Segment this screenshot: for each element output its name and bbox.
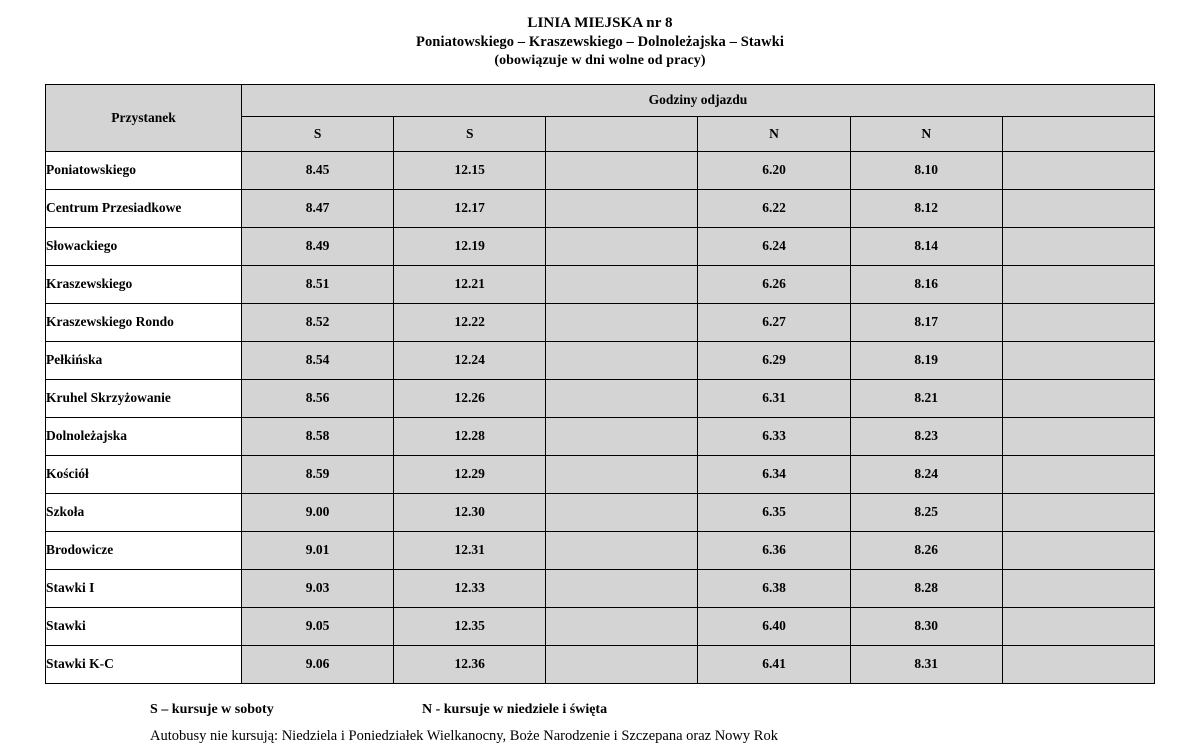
- time-cell: 12.30: [394, 493, 546, 531]
- time-cell: 8.28: [850, 569, 1002, 607]
- time-cell: 9.01: [242, 531, 394, 569]
- time-cell: [546, 531, 698, 569]
- stop-name: Poniatowskiego: [46, 151, 242, 189]
- timetable: [45, 84, 1155, 684]
- time-cell: 6.34: [698, 455, 850, 493]
- time-cell: 6.26: [698, 265, 850, 303]
- time-cell: 6.33: [698, 417, 850, 455]
- time-cell: 8.51: [242, 265, 394, 303]
- time-cell: 12.24: [394, 341, 546, 379]
- stop-name: Pełkińska: [46, 341, 242, 379]
- table-row: [46, 645, 1155, 683]
- stop-name: Stawki: [46, 607, 242, 645]
- time-cell: [1002, 531, 1154, 569]
- service-code-1: S: [242, 117, 394, 152]
- table-row: [46, 189, 1155, 227]
- table-body: [46, 151, 1155, 683]
- time-cell: [546, 341, 698, 379]
- table-row: [46, 607, 1155, 645]
- time-cell: [1002, 265, 1154, 303]
- time-cell: 12.36: [394, 645, 546, 683]
- time-cell: 6.24: [698, 227, 850, 265]
- time-cell: [1002, 227, 1154, 265]
- time-cell: 8.14: [850, 227, 1002, 265]
- no-service-note: Autobusy nie kursują: Niedziela i Poniedziałek Wielkanocny, Boże Narodzenie i Szczepana oraz Nowy Rok: [150, 727, 778, 744]
- time-cell: [546, 569, 698, 607]
- time-cell: 8.26: [850, 531, 1002, 569]
- time-cell: [1002, 493, 1154, 531]
- time-cell: [546, 455, 698, 493]
- time-cell: 8.25: [850, 493, 1002, 531]
- time-cell: 8.49: [242, 227, 394, 265]
- time-cell: 12.17: [394, 189, 546, 227]
- time-cell: 8.31: [850, 645, 1002, 683]
- time-cell: 12.28: [394, 417, 546, 455]
- time-cell: [546, 417, 698, 455]
- time-cell: [546, 645, 698, 683]
- time-cell: 8.56: [242, 379, 394, 417]
- table-row: [46, 265, 1155, 303]
- time-cell: 8.24: [850, 455, 1002, 493]
- time-cell: 12.33: [394, 569, 546, 607]
- stop-name: Centrum Przesiadkowe: [46, 189, 242, 227]
- time-cell: 12.31: [394, 531, 546, 569]
- time-cell: [546, 151, 698, 189]
- time-cell: 6.38: [698, 569, 850, 607]
- table-row: [46, 227, 1155, 265]
- time-cell: 9.06: [242, 645, 394, 683]
- time-cell: 12.35: [394, 607, 546, 645]
- legend-saturday: S – kursuje w soboty: [150, 701, 274, 717]
- stop-name: Stawki K-C: [46, 645, 242, 683]
- time-cell: 12.21: [394, 265, 546, 303]
- time-cell: 8.10: [850, 151, 1002, 189]
- time-cell: [1002, 379, 1154, 417]
- service-code-5: N: [850, 117, 1002, 152]
- table-row: [46, 531, 1155, 569]
- time-cell: [546, 493, 698, 531]
- stop-name: Brodowicze: [46, 531, 242, 569]
- stop-name: Słowackiego: [46, 227, 242, 265]
- table-row: [46, 303, 1155, 341]
- service-code-4: N: [698, 117, 850, 152]
- time-cell: 8.23: [850, 417, 1002, 455]
- time-cell: [546, 265, 698, 303]
- time-cell: 6.27: [698, 303, 850, 341]
- table-row: [46, 455, 1155, 493]
- time-cell: 12.15: [394, 151, 546, 189]
- table-row: [46, 151, 1155, 189]
- time-cell: 8.47: [242, 189, 394, 227]
- time-cell: 12.26: [394, 379, 546, 417]
- column-header-departures: Godziny odjazdu: [242, 84, 1155, 116]
- footer: [0, 702, 1200, 745]
- stop-name: Stawki I: [46, 569, 242, 607]
- route-title: Poniatowskiego – Kraszewskiego – Dolnoleżajska – Stawki: [416, 34, 784, 51]
- time-cell: 8.59: [242, 455, 394, 493]
- time-cell: 9.05: [242, 607, 394, 645]
- time-cell: [1002, 455, 1154, 493]
- time-cell: 6.22: [698, 189, 850, 227]
- time-cell: [1002, 341, 1154, 379]
- table-head: [46, 84, 1155, 151]
- line-title: LINIA MIEJSKA nr 8: [527, 15, 673, 31]
- legend-sunday: N - kursuje w niedziele i święta: [422, 701, 608, 717]
- time-cell: [1002, 303, 1154, 341]
- time-cell: 8.45: [242, 151, 394, 189]
- time-cell: 9.00: [242, 493, 394, 531]
- time-cell: [546, 379, 698, 417]
- time-cell: 8.12: [850, 189, 1002, 227]
- time-cell: 6.29: [698, 341, 850, 379]
- time-cell: [1002, 645, 1154, 683]
- time-cell: [1002, 607, 1154, 645]
- validity-note: (obowiązuje w dni wolne od pracy): [494, 52, 706, 68]
- time-cell: [1002, 189, 1154, 227]
- title-block: [0, 0, 1200, 70]
- time-cell: [546, 607, 698, 645]
- table-row: [46, 379, 1155, 417]
- service-code-2: S: [394, 117, 546, 152]
- legend-row: [150, 702, 1200, 718]
- time-cell: [1002, 417, 1154, 455]
- time-cell: 12.19: [394, 227, 546, 265]
- time-cell: 9.03: [242, 569, 394, 607]
- stop-name: Kraszewskiego Rondo: [46, 303, 242, 341]
- time-cell: 6.40: [698, 607, 850, 645]
- time-cell: 8.19: [850, 341, 1002, 379]
- stop-name: Kraszewskiego: [46, 265, 242, 303]
- time-cell: [546, 227, 698, 265]
- time-cell: 8.21: [850, 379, 1002, 417]
- time-cell: 12.22: [394, 303, 546, 341]
- time-cell: 6.31: [698, 379, 850, 417]
- stop-name: Szkoła: [46, 493, 242, 531]
- time-cell: 6.35: [698, 493, 850, 531]
- service-code-6: [1002, 117, 1154, 152]
- time-cell: 8.16: [850, 265, 1002, 303]
- time-cell: [1002, 151, 1154, 189]
- table-row: [46, 569, 1155, 607]
- time-cell: 6.41: [698, 645, 850, 683]
- table-row: [46, 417, 1155, 455]
- service-code-3: [546, 117, 698, 152]
- table-row: [46, 341, 1155, 379]
- stop-name: Dolnoleżajska: [46, 417, 242, 455]
- time-cell: [546, 303, 698, 341]
- time-cell: 8.52: [242, 303, 394, 341]
- time-cell: 6.20: [698, 151, 850, 189]
- time-cell: 8.54: [242, 341, 394, 379]
- time-cell: 6.36: [698, 531, 850, 569]
- time-cell: 8.58: [242, 417, 394, 455]
- time-cell: 8.17: [850, 303, 1002, 341]
- column-header-stop: Przystanek: [46, 84, 242, 151]
- stop-name: Kościół: [46, 455, 242, 493]
- time-cell: 12.29: [394, 455, 546, 493]
- time-cell: [546, 189, 698, 227]
- time-cell: [1002, 569, 1154, 607]
- header-row-top: [46, 84, 1155, 116]
- table-row: [46, 493, 1155, 531]
- time-cell: 8.30: [850, 607, 1002, 645]
- stop-name: Kruhel Skrzyżowanie: [46, 379, 242, 417]
